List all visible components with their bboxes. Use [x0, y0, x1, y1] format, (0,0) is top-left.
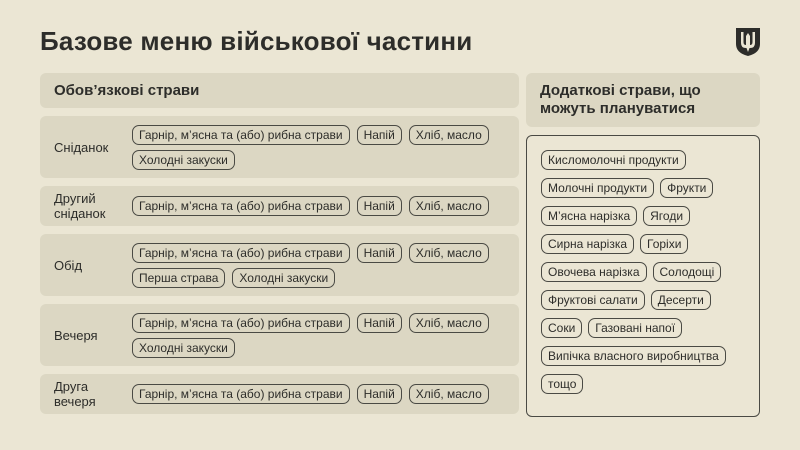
- dish-chip: Напій: [357, 313, 402, 333]
- dish-chip: Ягоди: [643, 206, 690, 226]
- list-item: [541, 374, 745, 394]
- dish-chip: Гарнір, м’ясна та (або) рибна страви: [132, 125, 350, 145]
- list-item: [541, 206, 745, 226]
- dish-chip: Молочні продукти: [541, 178, 654, 198]
- dish-chip: Напій: [357, 384, 402, 404]
- mandatory-dishes-header: Обов’язкові страви: [40, 73, 519, 108]
- meal-items: [132, 117, 519, 178]
- meal-name: Вечеря: [54, 327, 98, 343]
- dish-chip: Хліб, масло: [409, 243, 489, 263]
- dish-chip: Напій: [357, 196, 402, 216]
- list-item: [541, 290, 745, 310]
- dish-chip: Овочева нарізка: [541, 262, 647, 282]
- dish-chip: Холодні закуски: [232, 268, 335, 288]
- dish-chip: Випічка власного виробництва: [541, 346, 726, 366]
- dish-chip: Хліб, масло: [409, 125, 489, 145]
- list-item: [541, 262, 745, 282]
- dish-chip: Хліб, масло: [409, 384, 489, 404]
- meal-row-dinner: [40, 304, 519, 366]
- trident-emblem-icon: [735, 27, 761, 57]
- mandatory-dishes-section: [40, 73, 519, 422]
- dish-chip: Соки: [541, 318, 582, 338]
- meal-row-breakfast: [40, 116, 519, 178]
- dish-chip: Холодні закуски: [132, 150, 235, 170]
- list-item: [541, 346, 745, 366]
- meal-items: [132, 376, 519, 412]
- dish-chip: Гарнір, м’ясна та (або) рибна страви: [132, 313, 350, 333]
- meal-row-second-dinner: [40, 374, 519, 414]
- meal-items: [132, 188, 519, 224]
- dish-chip: М’ясна нарізка: [541, 206, 637, 226]
- dish-chip: Фруктові салати: [541, 290, 645, 310]
- dish-chip: Напій: [357, 243, 402, 263]
- dish-chip: Гарнір, м’ясна та (або) рибна страви: [132, 196, 350, 216]
- dish-chip: тощо: [541, 374, 583, 394]
- list-item: [541, 234, 745, 254]
- dish-chip: Десерти: [651, 290, 711, 310]
- meal-name: Друга вечеря: [54, 379, 96, 409]
- dish-chip: Солодощі: [653, 262, 722, 282]
- meal-row-second-breakfast: [40, 186, 519, 226]
- list-item: [541, 178, 745, 198]
- dish-chip: Перша страва: [132, 268, 225, 288]
- dish-chip: Гарнір, м’ясна та (або) рибна страви: [132, 243, 350, 263]
- dish-chip: Напій: [357, 125, 402, 145]
- dish-chip: Хліб, масло: [409, 196, 489, 216]
- dish-chip: Гарнір, м’ясна та (або) рибна страви: [132, 384, 350, 404]
- dish-chip: Кисломолочні продукти: [541, 150, 686, 170]
- list-item: [541, 318, 745, 338]
- dish-chip: Сирна нарізка: [541, 234, 634, 254]
- meal-name: Сніданок: [54, 139, 109, 155]
- additional-dishes-header: Додаткові страви, що можуть плануватися: [526, 73, 760, 127]
- dish-chip: Горіхи: [640, 234, 688, 254]
- meal-row-lunch: [40, 234, 519, 296]
- list-item: [541, 150, 745, 170]
- dish-chip: Фрукти: [660, 178, 713, 198]
- dish-chip: Холодні закуски: [132, 338, 235, 358]
- meal-items: [132, 305, 519, 366]
- page-title: Базове меню військової частини: [40, 26, 473, 56]
- meal-name: Другий сніданок: [54, 191, 106, 221]
- additional-dishes-section: [526, 73, 760, 417]
- meal-name: Обід: [54, 257, 83, 273]
- dish-chip: Газовані напої: [588, 318, 682, 338]
- dish-chip: Хліб, масло: [409, 313, 489, 333]
- meal-items: [132, 235, 519, 296]
- additional-dishes-list: [526, 135, 760, 417]
